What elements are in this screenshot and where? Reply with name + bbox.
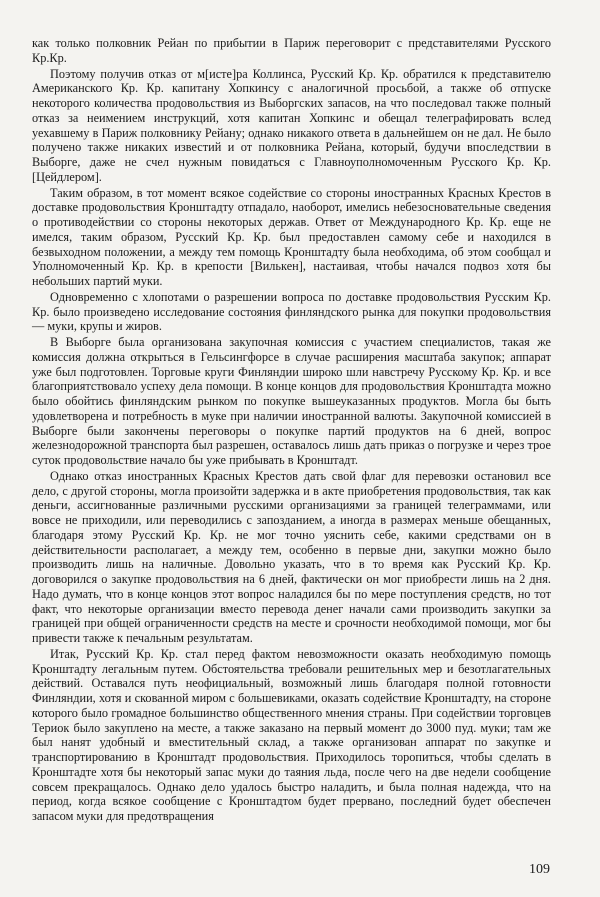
paragraph-1: как только полковник Рейан по прибытии в Париж переговорит с представителями Русского Кр.Кр.: [32, 36, 551, 65]
page-number: 109: [529, 862, 550, 877]
paragraph-5: В Выборге была организована закупочная комиссия с участием специалистов, такая же комиссия должна открыться в Гельсингфорсе в случае расширения масштаба закупок; аппарат уже был подготовлен. Торговые круги Финляндии широко шли навстречу Русскому Кр. Кр. и все благоприятствовало успеху дела помощи. В конце концов для продовольствия Кронштадта можно было обойтись финляндским рынком по покупке вышеуказанных продуктов. Могла бы быть удовлетворена и потребность в муке при наличии иностранной валюты. Закупочной комиссией в Выборге были закончены переговоры о покупке партий продуктов на 6 дней, вопрос железнодорожной транспорта был разрешен, оставалось лишь дать приказ о погрузке и через трое суток продовольствие начало бы уже прибывать в Кронштадт.: [32, 335, 551, 467]
paragraph-2: Поэтому получив отказ от м[исте]ра Коллинса, Русский Кр. Кр. обратился к представителю Американского Кр. Кр. капитану Хопкинсу с аналогичной просьбой, а также об отпуске некоторого количества продовольствия из Выборгских запасов, на что последовал также полный отказ за неимением инструкций, хотя капитан Хопкинс и обещал телеграфировать вслед уехавшему в Париж полковнику Рейану; однако никакого ответа в дальнейшем он не дал. Не было получено также никаких известий и от полковника Рейана, который, будучи впоследствии в Выборге, даже не счел нужным повидаться с Главноуполномоченным Русского Кр. Кр. [Цейдлером].: [32, 66, 551, 184]
body-text: [32, 36, 551, 824]
paragraph-3: Таким образом, в тот момент всякое содействие со стороны иностранных Красных Крестов в доставке продовольствия Кронштадту отпадало, наоборот, имелись небезосновательные сведения о противодействии со стороны некоторых держав. Ответ от Международного Кр. Кр. еще не имелся, таким образом, Русский Кр. Кр. был предоставлен самому себе и находился в безвыходном положении, а между тем помощь Кронштадту была необходима, об этом сообщал и Уполномоченный Кр. Кр. в крепости [Вилькен], настаивая, чтобы начался подвоз хотя бы небольших партий муки.: [32, 185, 551, 288]
paragraph-7: Итак, Русский Кр. Кр. стал перед фактом невозможности оказать необходимую помощь Кронштадту легальным путем. Обстоятельства требовали решительных мер и безотлагательных действий. Оставался путь неофициальный, возможный лишь благодаря полной готовности Финляндии, хотя и скованной миром с большевиками, оказать содействие Кронштадту, на стороне которого было громадное большинство общественного мнения страны. При содействии торговцев Териок было закуплено на месте, а также заказано на первый момент до 3000 пуд. муки; там же был нанят удобный и вместительный склад, а также организован аппарат по закупке и транспортированию в Кронштадт продовольствия. Приходилось торопиться, чтобы сделать в Кронштадте хотя бы некоторый запас муки до таяния льда, после чего на две недели сообщение совсем прекращалось. Однако дело удалось быстро наладить, и была полная надежда, что на период, когда всякое сообщение с Кронштадтом будет прервано, последний будет обеспечен запасом муки для предотвращения: [32, 646, 551, 823]
paragraph-4: Одновременно с хлопотами о разрешении вопроса по доставке продовольствия Русским Кр. Кр. было произведено исследование состояния финляндского рынка для покупки продовольствия — муки, крупы и жиров.: [32, 289, 551, 334]
paragraph-6: Однако отказ иностранных Красных Крестов дать свой флаг для перевозки остановил все дело, с другой стороны, могла произойти задержка и в акте приобретения продовольствия, так как деньги, ассигнованные различными русскими организациями за границей телеграммами, или вовсе не приходили, или переводились с запозданием, а иногда в размерах меньше обещанных, благодаря этому Русский Кр. Кр. не мог точно уяснить себе, какими средствами он в действительности располагает, а между тем, особенно в первые дни, закупки можно было производить лишь на наличные. Довольно указать, что в то время как Русский Кр. Кр. договорился о закупке продовольствия на 6 дней, фактически он мог приобрести лишь на 2 дня. Надо думать, что в конце концов этот вопрос наладился бы по мере поступления средств, но тот факт, что некоторые организации вместо перевода денег начали сами производить закупки за границей при общей ограниченности средств на месте и срочности необходимой помощи, мог бы привести также к печальным результатам.: [32, 468, 551, 645]
